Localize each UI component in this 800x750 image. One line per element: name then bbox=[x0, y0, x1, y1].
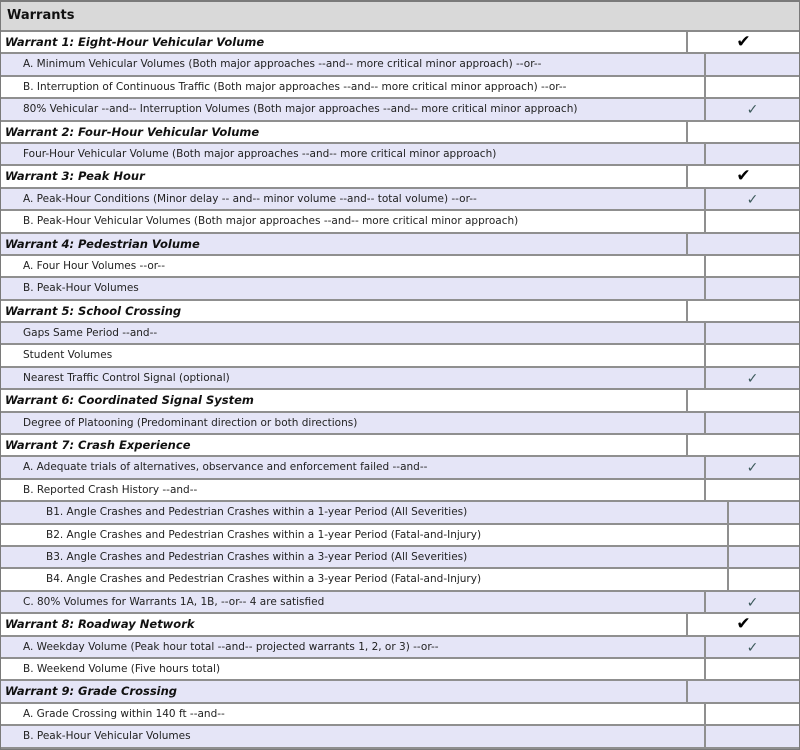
table-row bbox=[1, 704, 799, 726]
checkmark-icon: ✔ bbox=[736, 614, 751, 635]
status-cell bbox=[706, 659, 799, 679]
status-cell bbox=[688, 301, 799, 321]
table-row bbox=[1, 189, 799, 211]
status-cell bbox=[706, 726, 799, 746]
criterion-label: B. Peak-Hour Vehicular Volumes (Both major approaches --and-- more critical minor approach) bbox=[1, 211, 706, 231]
warrant-header-row bbox=[1, 32, 799, 54]
criterion-label: A. Minimum Vehicular Volumes (Both major approaches --and-- more critical minor approach) --or-- bbox=[1, 54, 706, 74]
criterion-label: B. Interruption of Continuous Traffic (Both major approaches --and-- more critical minor approach) --or-- bbox=[1, 77, 706, 97]
criterion-label: Degree of Platooning (Predominant direction or both directions) bbox=[1, 413, 706, 433]
status-cell bbox=[688, 681, 799, 701]
table-row bbox=[1, 99, 799, 121]
warrant-header-row bbox=[1, 166, 799, 188]
status-cell bbox=[706, 211, 799, 231]
status-cell bbox=[688, 390, 799, 410]
status-cell bbox=[688, 166, 799, 186]
criterion-label: 80% Vehicular --and-- Interruption Volumes (Both major approaches --and-- more critical minor approach) bbox=[1, 99, 706, 119]
criterion-label: Gaps Same Period --and-- bbox=[1, 323, 706, 343]
status-cell bbox=[706, 345, 799, 365]
criterion-label: A. Grade Crossing within 140 ft --and-- bbox=[1, 704, 706, 724]
criterion-label: Four-Hour Vehicular Volume (Both major approaches --and-- more critical minor approach) bbox=[1, 144, 706, 164]
table-row bbox=[1, 256, 799, 278]
status-cell bbox=[729, 502, 799, 522]
table-row bbox=[1, 278, 799, 300]
warrant-header-row bbox=[1, 301, 799, 323]
warrant-title: Warrant 4: Pedestrian Volume bbox=[1, 234, 688, 254]
warrant-title: Warrant 2: Four-Hour Vehicular Volume bbox=[1, 122, 688, 142]
status-cell bbox=[706, 256, 799, 276]
status-cell bbox=[688, 234, 799, 254]
warrant-title: Warrant 6: Coordinated Signal System bbox=[1, 390, 688, 410]
warrant-title: Warrant 5: School Crossing bbox=[1, 301, 688, 321]
table-row bbox=[1, 368, 799, 390]
status-cell bbox=[706, 413, 799, 433]
status-cell bbox=[706, 704, 799, 724]
table-row bbox=[1, 726, 799, 748]
criterion-label: C. 80% Volumes for Warrants 1A, 1B, --or-- 4 are satisfied bbox=[1, 592, 706, 612]
checkmark-icon: ✔ bbox=[736, 32, 751, 52]
criterion-label: B. Reported Crash History --and-- bbox=[1, 480, 706, 500]
criterion-label: B. Weekend Volume (Five hours total) bbox=[1, 659, 706, 679]
checkmark-icon: ✓ bbox=[746, 191, 759, 208]
status-cell bbox=[706, 457, 799, 477]
warrant-header-row bbox=[1, 234, 799, 256]
table-row bbox=[1, 457, 799, 479]
status-cell bbox=[706, 368, 799, 388]
warrant-header-row bbox=[1, 122, 799, 144]
criterion-label: B. Peak-Hour Vehicular Volumes bbox=[1, 726, 706, 746]
warrant-title: Warrant 3: Peak Hour bbox=[1, 166, 688, 186]
criterion-label: A. Weekday Volume (Peak hour total --and-- projected warrants 1, 2, or 3) --or-- bbox=[1, 637, 706, 657]
status-cell bbox=[729, 525, 799, 545]
criterion-label: Nearest Traffic Control Signal (optional) bbox=[1, 368, 706, 388]
warrant-title: Warrant 1: Eight-Hour Vehicular Volume bbox=[1, 32, 688, 52]
status-cell bbox=[706, 323, 799, 343]
checkmark-icon: ✓ bbox=[746, 594, 759, 611]
table-row bbox=[1, 592, 799, 614]
criterion-label: B2. Angle Crashes and Pedestrian Crashes within a 1-year Period (Fatal-and-Injury) bbox=[1, 525, 729, 545]
checkmark-icon: ✓ bbox=[746, 370, 759, 387]
warrant-title: Warrant 9: Grade Crossing bbox=[1, 681, 688, 701]
warrant-title: Warrant 8: Roadway Network bbox=[1, 614, 688, 634]
table-row bbox=[1, 525, 799, 547]
table-row bbox=[1, 413, 799, 435]
warrant-rows bbox=[1, 32, 799, 749]
table-title: Warrants bbox=[1, 2, 799, 32]
table-row bbox=[1, 547, 799, 569]
status-cell bbox=[706, 480, 799, 500]
table-row bbox=[1, 659, 799, 681]
table-row bbox=[1, 77, 799, 99]
criterion-label: A. Peak-Hour Conditions (Minor delay -- and-- minor volume --and-- total volume) --or-- bbox=[1, 189, 706, 209]
criterion-label: B3. Angle Crashes and Pedestrian Crashes within a 3-year Period (All Severities) bbox=[1, 547, 729, 567]
status-cell bbox=[688, 32, 799, 52]
status-cell bbox=[688, 122, 799, 142]
table-row bbox=[1, 54, 799, 76]
warrant-header-row bbox=[1, 390, 799, 412]
table-row bbox=[1, 345, 799, 367]
status-cell bbox=[706, 99, 799, 119]
status-cell bbox=[706, 189, 799, 209]
status-cell bbox=[706, 54, 799, 74]
criterion-label: B4. Angle Crashes and Pedestrian Crashes within a 3-year Period (Fatal-and-Injury) bbox=[1, 569, 729, 589]
status-cell bbox=[729, 569, 799, 589]
table-row bbox=[1, 144, 799, 166]
table-row bbox=[1, 211, 799, 233]
status-cell bbox=[688, 614, 799, 634]
criterion-label: B. Peak-Hour Volumes bbox=[1, 278, 706, 298]
status-cell bbox=[706, 637, 799, 657]
table-row bbox=[1, 569, 799, 591]
table-row bbox=[1, 480, 799, 502]
criterion-label: A. Four Hour Volumes --or-- bbox=[1, 256, 706, 276]
checkmark-icon: ✓ bbox=[746, 102, 759, 119]
checkmark-icon: ✔ bbox=[736, 166, 751, 187]
warrant-header-row bbox=[1, 681, 799, 703]
checkmark-icon: ✓ bbox=[746, 460, 759, 477]
checkmark-icon: ✓ bbox=[746, 639, 759, 656]
status-cell bbox=[706, 144, 799, 164]
criterion-label: B1. Angle Crashes and Pedestrian Crashes within a 1-year Period (All Severities) bbox=[1, 502, 729, 522]
table-row bbox=[1, 637, 799, 659]
status-cell bbox=[706, 592, 799, 612]
table-row bbox=[1, 323, 799, 345]
status-cell bbox=[729, 547, 799, 567]
warrant-title: Warrant 7: Crash Experience bbox=[1, 435, 688, 455]
warrant-header-row bbox=[1, 435, 799, 457]
status-cell bbox=[706, 77, 799, 97]
table-row bbox=[1, 502, 799, 524]
status-cell bbox=[706, 278, 799, 298]
status-cell bbox=[688, 435, 799, 455]
criterion-label: Student Volumes bbox=[1, 345, 706, 365]
criterion-label: A. Adequate trials of alternatives, observance and enforcement failed --and-- bbox=[1, 457, 706, 477]
warrant-header-row bbox=[1, 614, 799, 636]
